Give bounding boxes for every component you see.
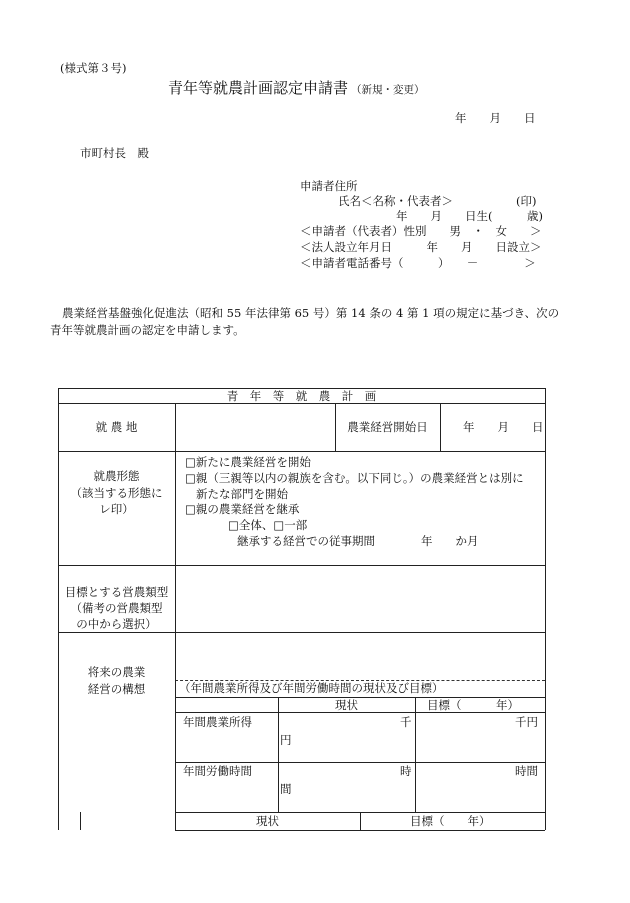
plan-heading: 青 年 等 就 農 計 画: [226, 389, 377, 403]
applicant-birthdate: 年 月 日生( 歳): [396, 209, 543, 223]
applicant-name-label: 氏名＜名称・代表者＞: [338, 194, 453, 208]
table-rule-h: [175, 830, 545, 831]
form-number: (様式第３号): [60, 61, 127, 75]
table-rule-v: [545, 388, 546, 830]
vision-label: 将来の農業: [87, 665, 146, 679]
hours-current-unit: 時: [400, 764, 412, 778]
table-rule-h: [175, 712, 545, 713]
income-hours-caption: （年間農業所得及び年間労働時間の現状及び目標）: [179, 681, 444, 695]
statement-line-1: 農業経営基盤強化促進法（昭和 55 年法律第 65 号）第 14 条の 4 第 1 項の規定に基づき、次の: [62, 306, 560, 320]
target-type-label: 目標とする営農類型: [64, 585, 169, 599]
table-rule-h: [175, 762, 545, 763]
addressee: 市町村長 殿: [80, 146, 149, 160]
income-current-unit: 千: [400, 715, 412, 729]
succession-period: 継承する経営での従事期間 年 か月: [237, 534, 479, 548]
seal-mark: (印): [516, 194, 537, 208]
title-text: 青年等就農計画認定申請書: [168, 79, 349, 97]
option-succession-scope: □全体、□一部: [228, 518, 308, 532]
target-type-label-note: の中から選択）: [76, 617, 157, 631]
farm-location-label: 就 農 地: [95, 420, 138, 434]
start-date-value: 年 月 日: [463, 420, 544, 434]
table-rule-v: [175, 403, 176, 830]
table-rule-h: [58, 632, 545, 633]
option-new-division-cont: 新たな部門を開始: [196, 487, 288, 501]
applicant-gender: ＜申請者（代表者）性別 男 ・ 女 ＞: [300, 224, 542, 238]
application-date: 年 月 日: [455, 111, 536, 125]
income-target-unit: 千円: [515, 715, 538, 729]
hours-current-unit-wrap: 間: [280, 782, 292, 796]
table-rule-v: [415, 697, 416, 812]
entry-type-label: 就農形態: [93, 469, 140, 483]
applicant-phone: ＜申請者電話番号（ ） － ＞: [300, 256, 536, 270]
current-column-header: 現状: [335, 698, 358, 712]
target-column-header: 目標（ 年）: [427, 698, 519, 712]
applicant-address-label: 申請者住所: [300, 179, 358, 193]
table-rule-v: [278, 697, 279, 812]
next-current-header: 現状: [256, 814, 279, 828]
table-rule-h: [58, 451, 545, 452]
start-date-label: 農業経営開始日: [347, 420, 428, 434]
option-new-division: □親（三親等以内の親族を含む。以下同じ。）の農業経営とは別に: [185, 471, 524, 485]
form-title: [168, 79, 425, 99]
annual-income-label: 年間農業所得: [183, 715, 252, 729]
table-rule-h: [58, 565, 545, 566]
next-target-header: 目標（ 年）: [410, 814, 491, 828]
title-suffix: （新規・変更）: [351, 84, 425, 96]
corporation-established-date: ＜法人設立年月日 年 月 日設立＞: [300, 240, 542, 254]
option-new-start: □新たに農業経営を開始: [185, 455, 311, 469]
entry-type-label-note: レ印）: [99, 502, 134, 516]
vision-label: 経営の構想: [87, 682, 146, 696]
table-rule-h: [58, 403, 545, 404]
income-current-unit-wrap: 円: [280, 733, 292, 747]
table-rule-v: [80, 812, 81, 830]
hours-target-unit: 時間: [515, 764, 538, 778]
option-succession: □親の農業経営を継承: [185, 502, 300, 516]
statement-line-2: 青年等就農計画の認定を申請します。: [50, 323, 245, 337]
annual-hours-label: 年間労働時間: [183, 764, 252, 778]
entry-type-label-note: （該当する形態に: [70, 486, 163, 500]
table-rule-v: [440, 403, 441, 451]
table-rule-v: [360, 812, 361, 830]
target-type-label-note: （備考の営農類型: [70, 601, 163, 615]
